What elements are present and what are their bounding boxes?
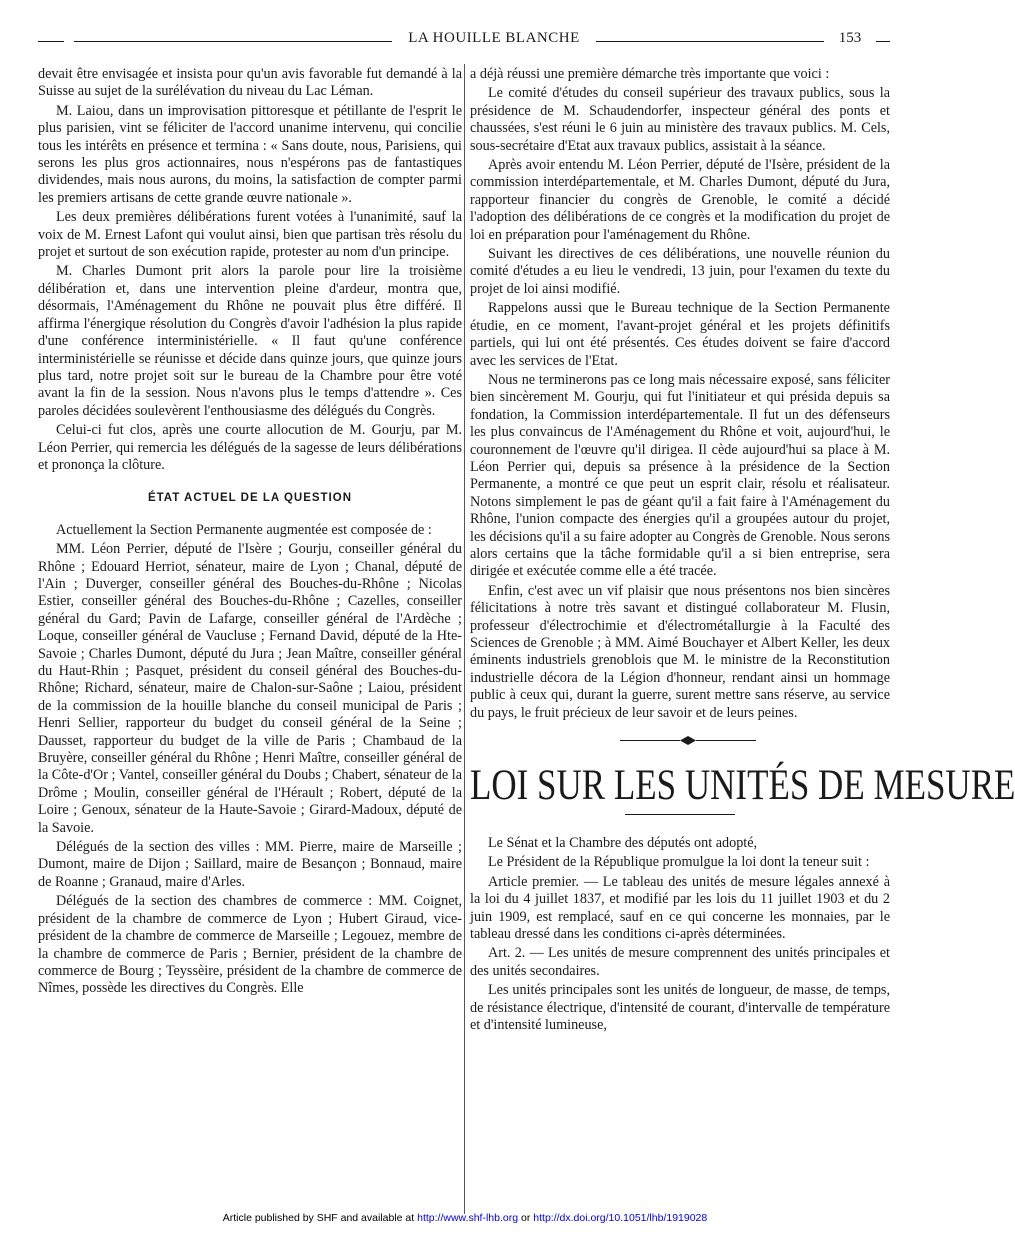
paragraph: Enfin, c'est avec un vif plaisir que nous présentons nos bien sincères félicitations à notre très savant et distingué collaborateur M. Flusin, professeur d'électrochimie et d'électrométallurgie à la Faculté des Sciences de Grenoble ; à MM. Aimé Bouchayer et Albert Keller, les deux éminents industriels grenoblois que M. le ministre de la Reconstitution industrielle décora de la Légion d'honneur, rendant ainsi un hommage public à ceux qui, durant la guerre, surent mettre sans réserve, au service du pays, le fruit précieux de leur savoir et de leurs peines.	[470, 582, 890, 721]
paragraph: Le Président de la République promulgue la loi dont la teneur suit :	[488, 854, 870, 871]
paragraph: MM. Léon Perrier, député de l'Isère ; Gourju, conseiller général du Rhône ; Edouard Herriot, sénateur, maire de Lyon ; Chanal, député de l'Ain ; Duverger, conseiller général des Bouches-du-Rhône ; Nicolas Estier, conseiller général des Bouches-du-Rhône ; Cazelles, conseiller général du Gard; Pavin de Lafarge, conseiller général de l'Ardèche ; Loque, conseiller général de Vaucluse ; Fernand David, député de la Hte-Savoie ; Charles Dumont, député du Jura ; Jean Maître, conseiller général du Haut-Rhin ; Pasquet, président du conseil général des Bouches-du-Rhône; Richard, sénateur, maire de Chalon-sur-Saône ; Laiou, président de la commission de la houille blanche du conseil municipal de Paris ; Henri Sellier, rapporteur du budget du conseil général de la Seine ; Dausset, rapporteur du budget de la ville de Paris ; Chambaud de la Bruyère, conseiller général du Rhône ; Henri Maître, conseiller général de la Côte-d'Or ; Vantel, conseiller général du Doubs ; Chabert, sénateur de la Drôme ; Moulin, conseiller général de l'Hérault ; Robert, député de la Loire ; Genoux, sénateur de la Haute-Savoie ; Girard-Madoux, député de la Savoie.	[38, 541, 462, 836]
footer-citation	[0, 1212, 930, 1224]
paragraph: Nous ne terminerons pas ce long mais nécessaire exposé, sans féliciter bien sincèrement M. Gourju, qui fut l'initiateur et qui présida depuis sa fondation, la Commission interdépartementale. Il fut un des défenseurs les plus convaincus de l'Aménagement du Rhône et voit, aujourd'hui, le couronnement de l'œuvre qu'il dirigea. Il cède aujourd'hui sa place à M. Léon Perrier qui, depuis sa présence à la présidence de la Section Permanente, a montré ce que peut un esprit clair, résolu et réalisateur. Notons simplement le pas de géant qu'il a fait faire à l'Aménagement du Rhône, l'union compacte des énergies qu'il a groupées autour du projet, les décisions qu'il a su faire adopter au Congrès de Grenoble. Nous serons alors certains que la tâche formidable qu'il a si bien entreprise, sera dirigée et exécutée comme elle a été tracée.	[470, 371, 890, 580]
section-heading: ÉTAT ACTUEL DE LA QUESTION	[147, 492, 353, 505]
paragraph: M. Charles Dumont prit alors la parole pour lire la troisième délibération et, dans une intervention pleine d'ardeur, montra que, désormais, l'Aménagement du Rhône ne pouvait plus être différé. Il affirma l'énergique résolution du Congrès d'avoir l'adhésion la plus rapide d'une conférence interministérielle. « Il faut qu'une conférence interministérielle se réunisse et décide dans quinze jours, que quinze jours plus tard, notre projet soit sur le bureau de la Chambre pour être voté avant la fin de la session. Nous n'avons plus le temps d'attendre ». Ces paroles décidées soulevèrent l'enthousiasme des délégués du Congrès.	[38, 263, 462, 419]
header-rule	[596, 41, 824, 42]
paragraph: Rappelons aussi que le Bureau technique de la Section Permanente étudie, en ce moment, l'avant-projet général et les projets définitifs partiels, qui lui ont été présentés. Ces études doivent se faire d'accord avec les services de l'Etat.	[470, 300, 890, 369]
paragraph: Celui-ci fut clos, après une courte allocution de M. Gourju, par M. Léon Perrier, qui remercia les délégués de la sagesse de leurs délibérations et prononça la clôture.	[38, 422, 462, 473]
article-title: LOI SUR LES UNITÉS DE MESURE	[470, 760, 1015, 809]
title-rule	[625, 814, 735, 815]
right-column	[470, 66, 1015, 1037]
paragraph: Le Sénat et la Chambre des députés ont adopté,	[488, 835, 758, 852]
section-ornament	[470, 736, 890, 746]
doi-link[interactable]: http://dx.doi.org/10.1051/lhb/1919028	[533, 1212, 708, 1224]
ornament-diamond-icon	[680, 736, 696, 745]
shf-link[interactable]: http://www.shf-lhb.org	[417, 1212, 519, 1224]
paragraph: Suivant les directives de ces délibérations, une nouvelle réunion du comité d'études a eu lieu le vendredi, 13 juin, pour l'examen du texte du projet de loi ainsi modifié.	[470, 246, 890, 297]
header-rule	[38, 41, 64, 42]
journal-title: LA HOUILLE BLANCHE	[408, 30, 580, 46]
paragraph: Le comité d'études du conseil supérieur des travaux publics, sous la présidence de M. Schaudendorfer, inspecteur général des ponts et chaussées, s'est réuni le 6 juin au ministère des travaux publics. M. Cels, sous-secrétaire d'Etat aux travaux publics, assistait à la séance.	[470, 85, 890, 154]
ornament-line	[696, 740, 756, 741]
paragraph: Délégués de la section des chambres de commerce : MM. Coignet, président de la chambre de commerce de Lyon ; Hubert Giraud, vice-président de la chambre de commerce de Marseille ; Legouez, membre de la chambre de commerce de Paris ; Bernier, président de la chambre de commerce de Bourg ; Teyssèire, président de la chambre de commerce de Nîmes, possède les directives du Congrès. Elle	[38, 893, 462, 997]
paragraph: devait être envisagée et insista pour qu'un avis favorable fut demandé à la Suisse au sujet de la surélévation du niveau du Lac Léman.	[38, 66, 462, 100]
paragraph: Actuellement la Section Permanente augmentée est composée de :	[56, 521, 432, 538]
paragraph: a déjà réussi une première démarche très importante que voici :	[470, 66, 830, 82]
paragraph: Article premier. — Le tableau des unités de mesure légales annexé à la loi du 4 juillet 1837, et modifié par les lois du 11 juillet 1903 et du 2 juin 1909, est remplacé, sauf en ce qui concerne les monnaies, par le tableau dressé dans les conditions ci-après déterminées.	[470, 873, 890, 943]
paragraph: Délégués de la section des villes : MM. Pierre, maire de Marseille ; Dumont, maire de Dijon ; Saillard, maire de Besançon ; Bonnaud, maire de Roanne ; Granaud, maire d'Arles.	[38, 839, 462, 890]
left-column	[38, 66, 462, 1000]
paragraph: Art. 2. — Les unités de mesure comprennent des unités principales et des unités secondaires.	[470, 945, 890, 979]
header-rule	[74, 41, 392, 42]
paragraph: Après avoir entendu M. Léon Perrier, député de l'Isère, président de la commission interdépartementale, et M. Charles Dumont, député du Jura, rapporteur financier du congrès de Grenoble, le comité a décidé l'adoption des délibérations de ce congrès et la modification du projet de loi en préparation pour l'aménagement du Rhône.	[470, 157, 890, 243]
paragraph: Les unités principales sont les unités de longueur, de masse, de temps, de résistance électrique, d'intensité de courant, d'intervalle de température et d'intensité lumineuse,	[470, 982, 890, 1034]
running-header	[38, 30, 890, 50]
paragraph: Les deux premières délibérations furent votées à l'unanimité, sauf la voix de M. Ernest Lafont qui voulut ainsi, bien que partisan très résolu du projet et surtout de son exécution rapide, protester au nom d'un principe.	[38, 209, 462, 261]
ornament-line	[620, 740, 680, 741]
page-number: 153	[838, 30, 862, 46]
footer-text: Article published by SHF and available at	[222, 1212, 415, 1224]
paragraph: M. Laiou, dans un improvisation pittoresque et pétillante de l'esprit le plus parisien, vint se féliciter de l'accord unanime intervenu, qui concilie tous les intérêts en présence et termina : « Sans doute, nous, Parisiens, qui serons les plus gros actionnaires, nous n'espérons pas de fantastiques dividendes, mais nous aurons, du moins, la satisfaction de compter parmi les premiers artisans de cette grande œuvre nationale ».	[38, 102, 462, 206]
header-rule	[876, 41, 890, 42]
column-divider	[464, 64, 465, 1214]
footer-separator: or	[521, 1212, 531, 1224]
